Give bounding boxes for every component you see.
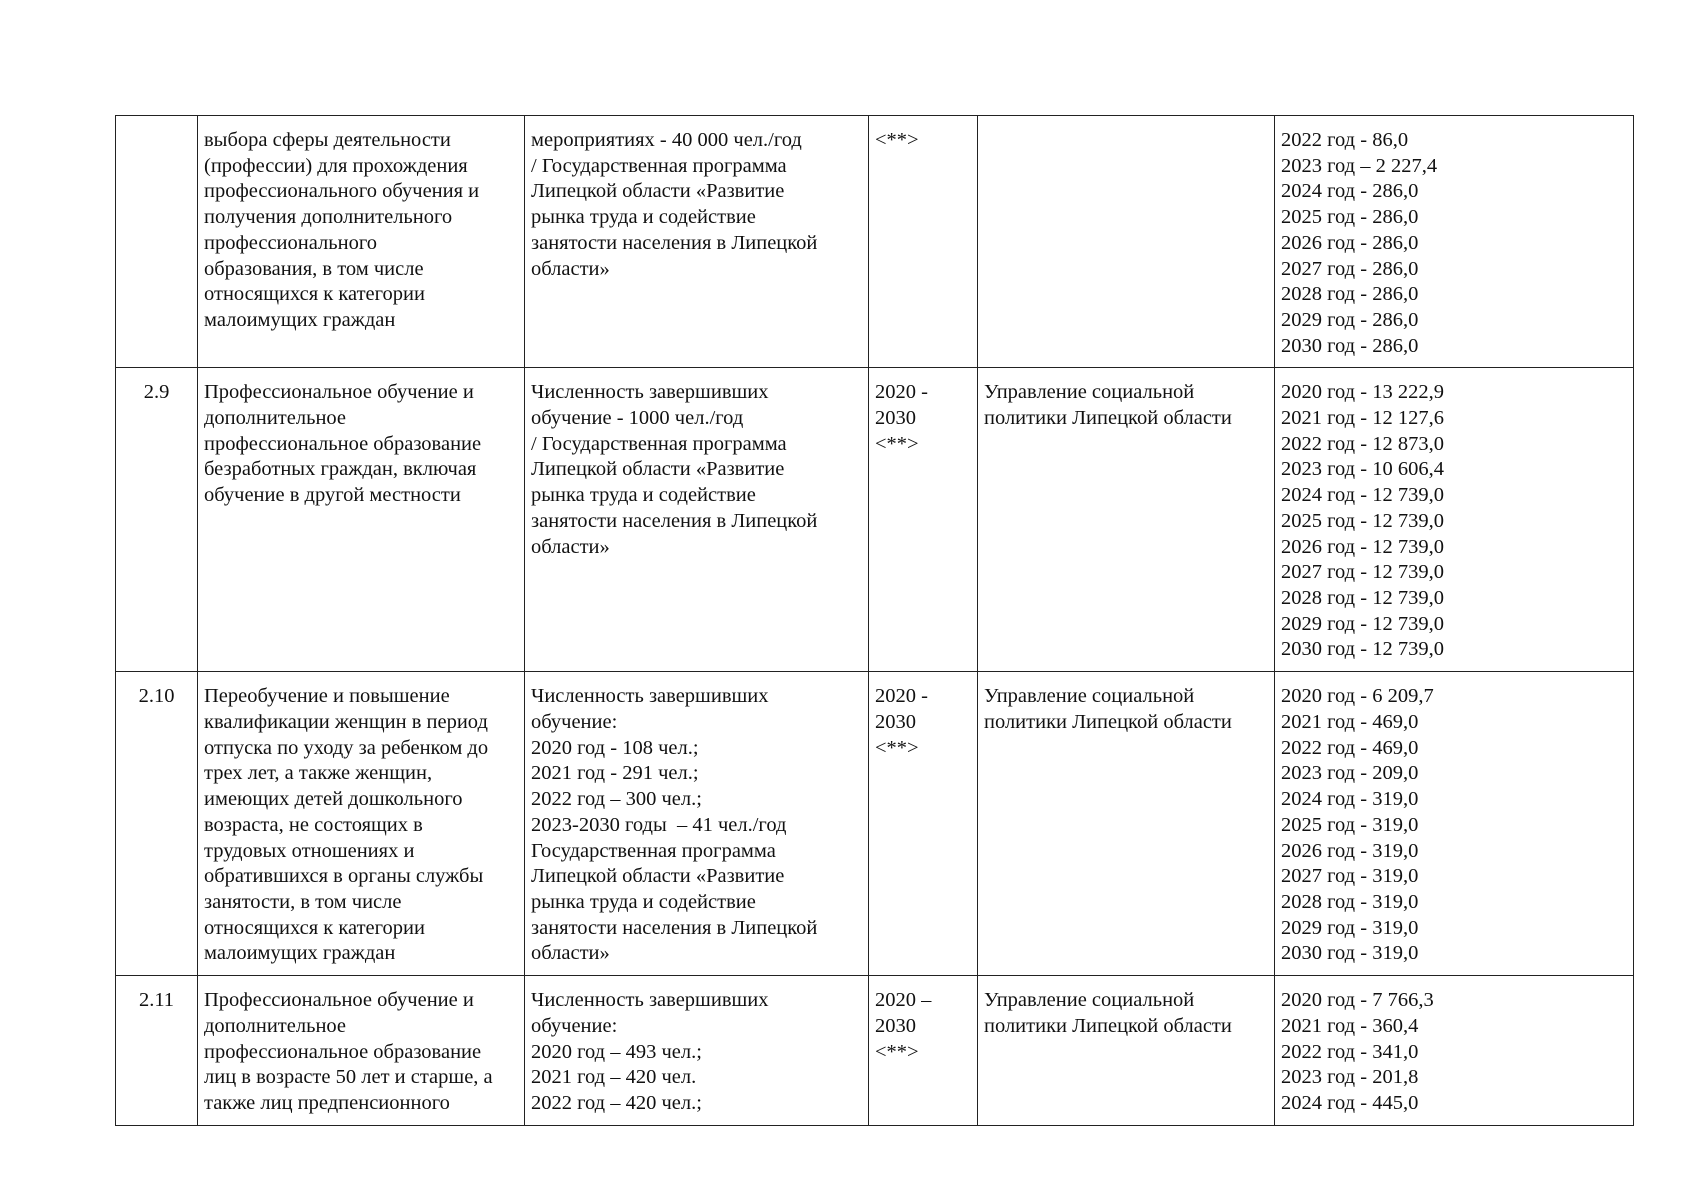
name-line: Профессиональное обучение и bbox=[204, 381, 474, 404]
executor-cell bbox=[978, 368, 1275, 672]
funding-line: 2025 год - 319,0 bbox=[1281, 813, 1419, 836]
name-line: относящихся к категории bbox=[204, 916, 425, 939]
indicator-line: 2023-2030 годы – 41 чел./год bbox=[531, 813, 787, 836]
indicator-line: / Государственная программа bbox=[531, 154, 787, 177]
indicator-line: обучение - 1000 чел./год bbox=[531, 407, 744, 430]
name-line: квалификации женщин в период bbox=[204, 711, 488, 734]
indicator-line: Численность завершивших bbox=[531, 381, 769, 404]
funding-line: 2022 год - 12 873,0 bbox=[1281, 432, 1444, 455]
funding-line: 2020 год - 6 209,7 bbox=[1281, 685, 1434, 708]
name-line: Переобучение и повышение bbox=[204, 685, 450, 708]
funding-line: 2028 год - 12 739,0 bbox=[1281, 586, 1444, 609]
name-line: Профессиональное обучение и bbox=[204, 989, 474, 1012]
period-line: <**> bbox=[875, 1040, 919, 1063]
funding-line: 2029 год - 286,0 bbox=[1281, 308, 1419, 331]
period-cell bbox=[869, 976, 978, 1126]
funding-line: 2020 год - 13 222,9 bbox=[1281, 381, 1444, 404]
funding-line: 2024 год - 445,0 bbox=[1281, 1092, 1419, 1115]
indicator-line: области» bbox=[531, 257, 610, 280]
funding-line: 2026 год - 12 739,0 bbox=[1281, 535, 1444, 558]
funding-line: 2029 год - 319,0 bbox=[1281, 916, 1419, 939]
funding-cell bbox=[1275, 976, 1634, 1126]
funding-line: 2024 год - 12 739,0 bbox=[1281, 484, 1444, 507]
funding-cell bbox=[1275, 672, 1634, 976]
measure-number-cell bbox=[116, 368, 198, 672]
name-line: лиц в возрасте 50 лет и старше, а bbox=[204, 1066, 493, 1089]
funding-line: 2027 год - 12 739,0 bbox=[1281, 561, 1444, 584]
indicator-line: Государственная программа bbox=[531, 839, 776, 862]
executor-line: политики Липецкой области bbox=[984, 711, 1232, 734]
funding-line: 2023 год – 2 227,4 bbox=[1281, 154, 1438, 177]
funding-line: 2023 год - 10 606,4 bbox=[1281, 458, 1444, 481]
measure-number-cell bbox=[116, 672, 198, 976]
indicator-line: рынка труда и содействие bbox=[531, 484, 756, 507]
name-line: отпуска по уходу за ребенком до bbox=[204, 736, 489, 759]
name-line: возраста, не состоящих в bbox=[204, 813, 423, 836]
funding-line: 2021 год - 12 127,6 bbox=[1281, 407, 1444, 430]
period-line: <**> bbox=[875, 432, 919, 455]
name-line: также лиц предпенсионного bbox=[204, 1092, 450, 1115]
executor-line: Управление социальной bbox=[984, 989, 1195, 1012]
measure-number: 2.11 bbox=[138, 989, 175, 1012]
executor-cell bbox=[978, 116, 1275, 368]
executor-line: политики Липецкой области bbox=[984, 407, 1232, 430]
funding-line: 2024 год - 286,0 bbox=[1281, 180, 1419, 203]
indicator-line: рынка труда и содействие bbox=[531, 890, 756, 913]
indicator-cell bbox=[525, 116, 869, 368]
period-line: 2020 - bbox=[875, 685, 928, 708]
indicator-line: 2021 год - 291 чел.; bbox=[531, 762, 699, 785]
period-line: <**> bbox=[875, 129, 919, 151]
period-cell bbox=[869, 672, 978, 976]
measure-number: 2.10 bbox=[138, 685, 175, 708]
name-line: дополнительное bbox=[204, 407, 347, 430]
funding-line: 2022 год - 469,0 bbox=[1281, 736, 1419, 759]
period-line: 2020 – bbox=[875, 989, 932, 1012]
indicator-line: занятости населения в Липецкой bbox=[531, 509, 818, 532]
indicator-line: Липецкой области «Развитие bbox=[531, 180, 785, 203]
indicator-line: 2022 год – 300 чел.; bbox=[531, 788, 702, 811]
funding-cell bbox=[1275, 368, 1634, 672]
name-line: обратившихся в органы службы bbox=[204, 865, 484, 888]
name-line: профессиональное образование bbox=[204, 1040, 482, 1063]
period-cell bbox=[869, 116, 978, 368]
table-body bbox=[116, 116, 1634, 1126]
name-line: малоимущих граждан bbox=[204, 308, 396, 331]
name-line: профессионального обучения и bbox=[204, 180, 480, 203]
table-row bbox=[116, 368, 1634, 672]
name-line: имеющих детей дошкольного bbox=[204, 788, 463, 811]
funding-line: 2023 год - 209,0 bbox=[1281, 762, 1419, 785]
indicator-line: мероприятиях - 40 000 чел./год bbox=[531, 129, 802, 151]
name-line: образования, в том числе bbox=[204, 257, 424, 280]
executor-line: Управление социальной bbox=[984, 685, 1195, 708]
period-line: 2030 bbox=[875, 407, 916, 430]
indicator-line: 2022 год – 420 чел.; bbox=[531, 1092, 702, 1115]
table-row bbox=[116, 116, 1634, 368]
funding-line: 2027 год - 319,0 bbox=[1281, 865, 1419, 888]
name-line: профессионального bbox=[204, 231, 377, 254]
measure-number-cell bbox=[116, 976, 198, 1126]
indicator-line: Липецкой области «Развитие bbox=[531, 865, 785, 888]
funding-line: 2021 год - 360,4 bbox=[1281, 1015, 1419, 1038]
period-line: <**> bbox=[875, 736, 919, 759]
period-cell bbox=[869, 368, 978, 672]
measure-name-cell bbox=[198, 672, 525, 976]
funding-line: 2027 год - 286,0 bbox=[1281, 257, 1419, 280]
name-line: получения дополнительного bbox=[204, 206, 453, 229]
name-line: трех лет, а также женщин, bbox=[204, 762, 433, 785]
funding-cell bbox=[1275, 116, 1634, 368]
indicator-line: занятости населения в Липецкой bbox=[531, 231, 818, 254]
name-line: малоимущих граждан bbox=[204, 942, 396, 965]
name-line: трудовых отношениях и bbox=[204, 839, 415, 862]
name-line: профессиональное образование bbox=[204, 432, 482, 455]
funding-line: 2022 год - 341,0 bbox=[1281, 1040, 1419, 1063]
executor-line: политики Липецкой области bbox=[984, 1015, 1232, 1038]
funding-line: 2029 год - 12 739,0 bbox=[1281, 612, 1444, 635]
indicator-line: рынка труда и содействие bbox=[531, 206, 756, 229]
executor-cell bbox=[978, 672, 1275, 976]
funding-line: 2028 год - 286,0 bbox=[1281, 283, 1419, 306]
funding-line: 2022 год - 86,0 bbox=[1281, 129, 1409, 151]
indicator-line: занятости населения в Липецкой bbox=[531, 916, 818, 939]
name-line: дополнительное bbox=[204, 1015, 347, 1038]
executor-line: Управление социальной bbox=[984, 381, 1195, 404]
funding-line: 2030 год - 286,0 bbox=[1281, 334, 1419, 357]
period-line: 2030 bbox=[875, 1015, 916, 1038]
funding-line: 2025 год - 286,0 bbox=[1281, 206, 1419, 229]
funding-line: 2021 год - 469,0 bbox=[1281, 711, 1419, 734]
name-line: относящихся к категории bbox=[204, 283, 425, 306]
indicator-line: области» bbox=[531, 942, 610, 965]
indicator-line: обучение: bbox=[531, 1015, 618, 1038]
indicator-line: обучение: bbox=[531, 711, 618, 734]
indicator-line: / Государственная программа bbox=[531, 432, 787, 455]
funding-line: 2028 год - 319,0 bbox=[1281, 890, 1419, 913]
indicator-cell bbox=[525, 976, 869, 1126]
indicator-line: Численность завершивших bbox=[531, 685, 769, 708]
period-line: 2020 - bbox=[875, 381, 928, 404]
funding-line: 2030 год - 12 739,0 bbox=[1281, 638, 1444, 661]
funding-line: 2026 год - 319,0 bbox=[1281, 839, 1419, 862]
measure-number: 2.9 bbox=[143, 381, 170, 404]
indicator-cell bbox=[525, 672, 869, 976]
measure-number-cell bbox=[116, 116, 198, 368]
name-line: обучение в другой местности bbox=[204, 484, 461, 507]
measure-name-cell bbox=[198, 116, 525, 368]
table-row bbox=[116, 672, 1634, 976]
funding-line: 2024 год - 319,0 bbox=[1281, 788, 1419, 811]
table-row bbox=[116, 976, 1634, 1126]
indicator-line: 2021 год – 420 чел. bbox=[531, 1066, 697, 1089]
name-line: занятости, в том числе bbox=[204, 890, 402, 913]
funding-line: 2025 год - 12 739,0 bbox=[1281, 509, 1444, 532]
funding-line: 2026 год - 286,0 bbox=[1281, 231, 1419, 254]
indicator-line: 2020 год - 108 чел.; bbox=[531, 736, 699, 759]
indicator-cell bbox=[525, 368, 869, 672]
funding-line: 2023 год - 201,8 bbox=[1281, 1066, 1419, 1089]
program-measures-table bbox=[115, 115, 1634, 1126]
indicator-line: Липецкой области «Развитие bbox=[531, 458, 785, 481]
indicator-line: 2020 год – 493 чел.; bbox=[531, 1040, 702, 1063]
funding-line: 2030 год - 319,0 bbox=[1281, 942, 1419, 965]
indicator-line: области» bbox=[531, 535, 610, 558]
name-line: безработных граждан, включая bbox=[204, 458, 477, 481]
name-line: выбора сферы деятельности bbox=[204, 129, 451, 151]
period-line: 2030 bbox=[875, 711, 916, 734]
executor-cell bbox=[978, 976, 1275, 1126]
measure-name-cell bbox=[198, 368, 525, 672]
measure-name-cell bbox=[198, 976, 525, 1126]
indicator-line: Численность завершивших bbox=[531, 989, 769, 1012]
name-line: (профессии) для прохождения bbox=[204, 154, 468, 177]
funding-line: 2020 год - 7 766,3 bbox=[1281, 989, 1434, 1012]
